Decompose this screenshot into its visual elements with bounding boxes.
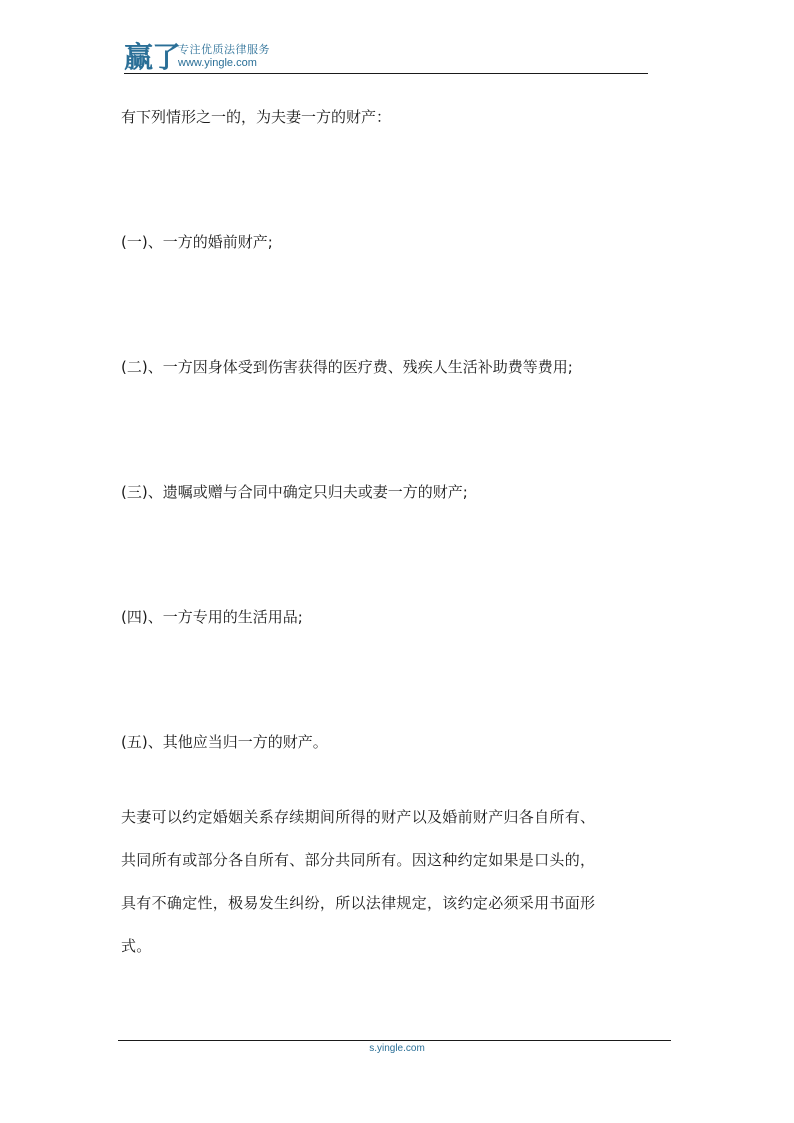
- paragraph-line: 夫妻可以约定婚姻关系存续期间所得的财产以及婚前财产归各自所有、: [121, 808, 596, 826]
- list-item: (三)、遗嘱或赠与合同中确定只归夫或妻一方的财产;: [121, 483, 468, 501]
- paragraph-line: 具有不确定性，极易发生纠纷，所以法律规定，该约定必须采用书面形: [121, 894, 596, 912]
- list-item: (四)、一方专用的生活用品;: [121, 608, 303, 626]
- intro-text: 有下列情形之一的，为夫妻一方的财产：: [121, 108, 392, 126]
- list-item: (一)、一方的婚前财产;: [121, 233, 273, 251]
- logo-url[interactable]: www.yingle.com: [178, 57, 257, 69]
- paragraph-line: 式。: [121, 937, 152, 955]
- footer-link[interactable]: s.yingle.com: [369, 1043, 425, 1054]
- logo: 赢了: [124, 40, 181, 74]
- logo-slogan: 专注优质法律服务: [178, 43, 270, 56]
- list-item: (二)、一方因身体受到伤害获得的医疗费、残疾人生活补助费等费用;: [121, 358, 573, 376]
- paragraph-line: 共同所有或部分各自所有、部分共同所有。因这种约定如果是口头的，: [121, 851, 596, 869]
- header-divider: [124, 73, 648, 74]
- footer-divider: [118, 1040, 671, 1041]
- list-item: (五)、其他应当归一方的财产。: [121, 733, 328, 751]
- page-header: [124, 40, 648, 76]
- body-paragraph: [121, 809, 701, 981]
